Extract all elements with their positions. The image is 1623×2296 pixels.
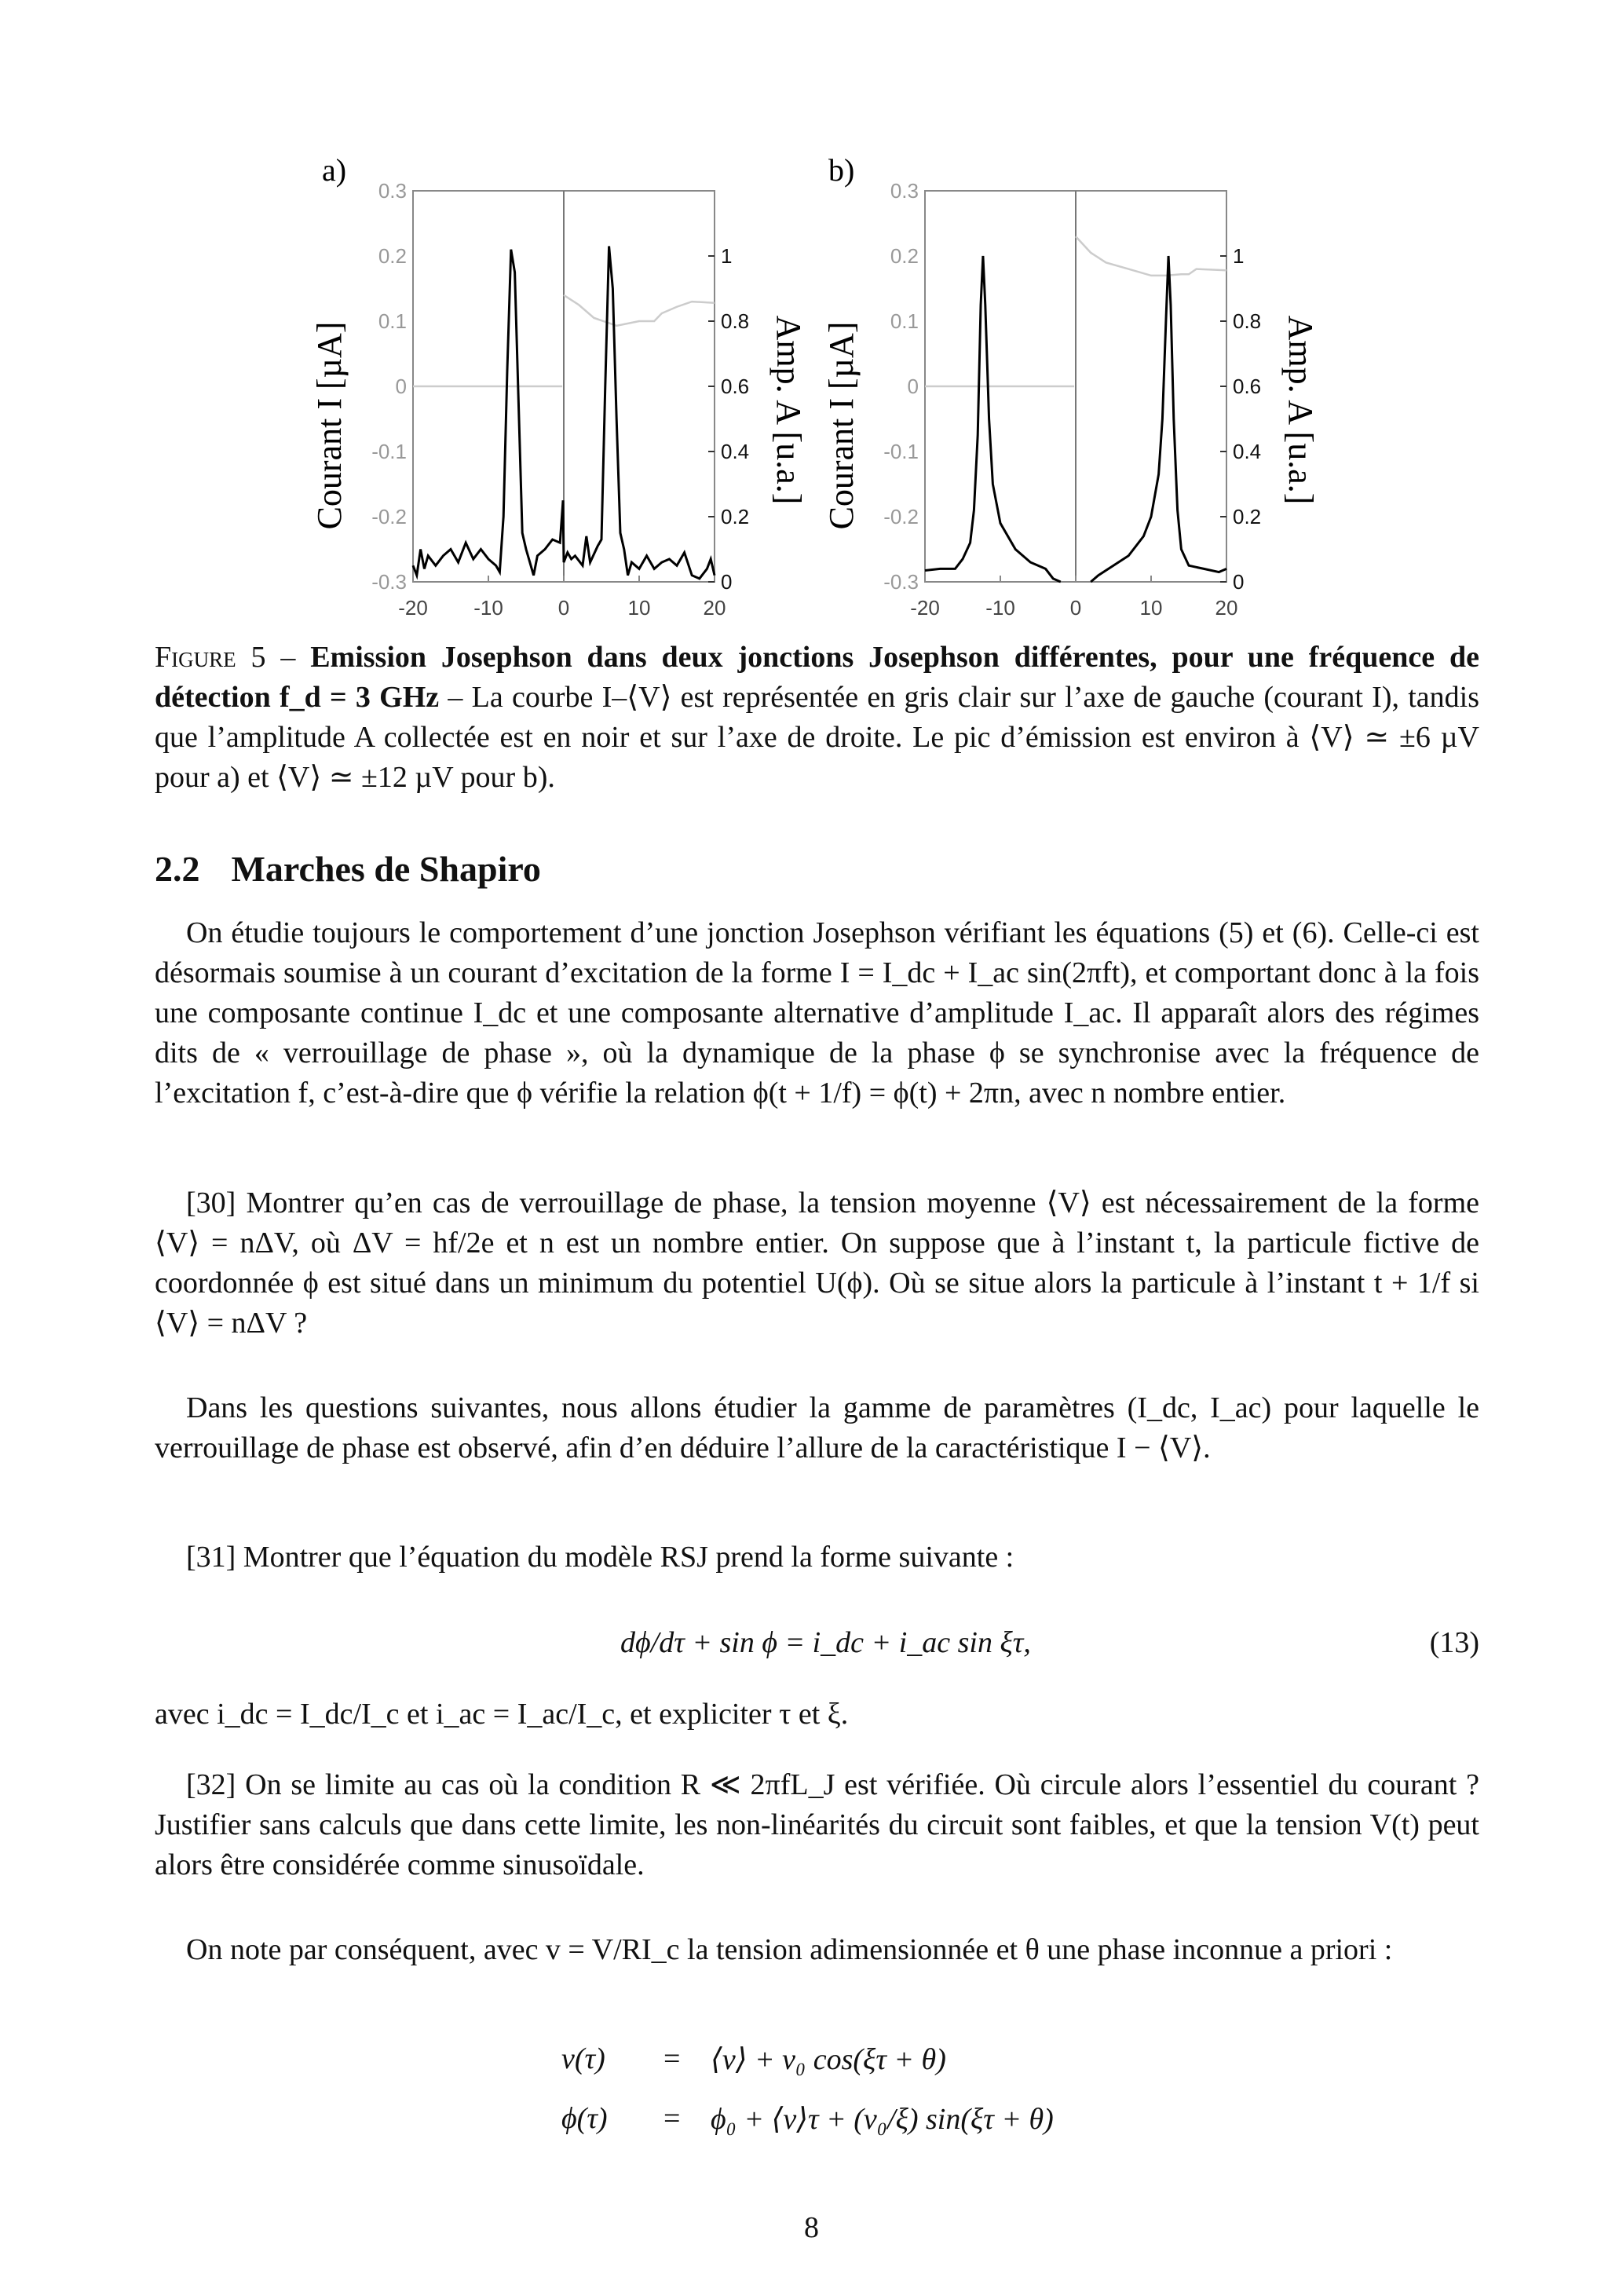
series-amplitude [925, 256, 1061, 582]
y-axis-label-right: Amp. A [u.a.] [769, 315, 808, 505]
y-axis-label-right: Amp. A [u.a.] [1281, 315, 1320, 505]
y-tick-label-left: 0.2 [890, 244, 919, 268]
y-tick-label-right: 0.2 [1233, 505, 1262, 528]
y-tick-label-right: 0.4 [721, 440, 750, 463]
eq-phi-sign: = [663, 2102, 681, 2135]
y-axis-label-left: Courant I [µA] [310, 321, 349, 530]
y-tick-label-left: -0.3 [371, 570, 407, 594]
y-tick-label-left: 0 [395, 375, 407, 398]
y-tick-label-left: -0.3 [883, 570, 919, 594]
y-tick-label-left: 0.1 [378, 309, 407, 333]
equation-number: (13) [1429, 1626, 1479, 1659]
y-tick-label-left: 0.3 [378, 179, 407, 203]
section-heading [155, 848, 572, 890]
eq-phi-rhs: ϕ₀ + ⟨v⟩τ + (v₀/ξ) sin(ξτ + θ) [711, 2103, 1054, 2136]
paragraph-avec: avec i_dc = I_dc/I_c et i_ac = I_ac/I_c, et expliciter τ et ξ. [155, 1698, 849, 1731]
page-number: 8 [804, 2211, 819, 2244]
figure-caption [155, 638, 1479, 798]
paragraph-intro: On étudie toujours le comportement d’une jonction Josephson vérifiant les équations (5) et (6). Celle-ci est désormais soumise à un courant d’excitation de la forme I = I_dc + I_ac sin(2πft), et comportant donc à la fois une composante continue I_dc et une composante alternative d’amplitude I_ac. Il apparaît alors des régimes dits de « verrouillage de phase », où la dynamique de la phase ϕ se synchronise avec la fréquence de l’excitation f, c’est-à-dire que ϕ vérifie la relation ϕ(t + 1/f) = ϕ(t) + 2πn, avec n nombre entier. [155, 916, 1479, 1110]
x-tick-label: 20 [1215, 596, 1238, 620]
x-tick-label: -10 [985, 596, 1015, 620]
section-title: Marches de Shapiro [231, 849, 541, 889]
y-axis-label-left: Courant I [µA] [822, 321, 861, 530]
x-tick-label: -20 [398, 596, 428, 620]
y-tick-label-left: -0.2 [371, 505, 407, 528]
panel-label: a) [322, 152, 347, 188]
paragraph-on-note: On note par conséquent, avec v = V/RI_c la tension adimensionnée et θ une phase inconnue a priori : [186, 1933, 1393, 1966]
y-tick-label-left: -0.2 [883, 505, 919, 528]
y-tick-label-left: -0.1 [883, 440, 919, 463]
section-number: 2.2 [155, 849, 200, 889]
figure-5 [0, 0, 1623, 628]
y-tick-label-right: 1 [721, 244, 733, 268]
x-tick-label: -20 [910, 596, 940, 620]
x-tick-label: 0 [1069, 596, 1082, 620]
equation-13: dϕ/dτ + sin ϕ = i_dc + i_ac sin ξτ, [620, 1626, 1031, 1659]
caption-label: Figure 5 – [155, 641, 311, 674]
x-tick-label: -10 [473, 596, 503, 620]
y-tick-label-right: 0.6 [1233, 375, 1262, 398]
caption-bold: Emission Josephson dans deux jonctions Josephson différentes, pour une fréquence de détection f_d = 3 GHz [155, 641, 1480, 714]
y-tick-label-right: 0.4 [1233, 440, 1262, 463]
y-tick-label-right: 0 [1233, 570, 1245, 594]
paragraph-parameters: Dans les questions suivantes, nous allons étudier la gamme de paramètres (I_dc, I_ac) pour laquelle le verrouillage de phase est observé, afin d’en déduire l’allure de la caractéristique I − ⟨V⟩. [155, 1391, 1479, 1464]
x-tick-label: 0 [557, 596, 570, 620]
y-tick-label-right: 1 [1233, 244, 1245, 268]
eq-v-sign: = [663, 2042, 681, 2075]
series-iv-curve [1076, 236, 1226, 276]
question-30: [30] Montrer qu’en cas de verrouillage de phase, la tension moyenne ⟨V⟩ est nécessairement de la forme ⟨V⟩ = nΔV, où ΔV = hf/2e et n est un nombre entier. On suppose que à l’instant t, la particule fictive de coordonnée ϕ est situé dans un minimum du potentiel U(ϕ). Où se situe alors la particule à l’instant t + 1/f si ⟨V⟩ = nΔV ? [155, 1186, 1479, 1340]
x-tick-label: 10 [627, 596, 651, 620]
y-tick-label-right: 0.8 [1233, 309, 1262, 333]
series-iv-curve [564, 295, 715, 326]
x-tick-label: 10 [1139, 596, 1163, 620]
panel-label: b) [828, 152, 855, 188]
x-tick-label: 20 [703, 596, 726, 620]
y-tick-label-left: 0 [907, 375, 919, 398]
y-tick-label-left: 0.1 [890, 309, 919, 333]
y-tick-label-right: 0.8 [721, 309, 750, 333]
eq-phi-lhs: ϕ(τ) [561, 2102, 608, 2135]
y-tick-label-left: -0.1 [371, 440, 407, 463]
question-31: [31] Montrer que l’équation du modèle RSJ prend la forme suivante : [186, 1541, 1014, 1574]
y-tick-label-right: 0.2 [721, 505, 750, 528]
y-tick-label-left: 0.2 [378, 244, 407, 268]
y-tick-label-left: 0.3 [890, 179, 919, 203]
y-tick-label-right: 0 [721, 570, 733, 594]
series-amplitude [1091, 256, 1226, 582]
caption-text: – La courbe I–⟨V⟩ est représentée en gris clair sur l’axe de gauche (courant I), tandis que l’amplitude A collectée est en noir et sur l’axe de droite. Le pic d’émission est environ à ⟨V⟩ ≃ ±6 µV pour a) et ⟨V⟩ ≃ ±12 µV pour b). [155, 681, 1480, 794]
eq-v-rhs: ⟨v⟩ + v₀ cos(ξτ + θ) [711, 2043, 946, 2076]
y-tick-label-right: 0.6 [721, 375, 750, 398]
eq-v-lhs: v(τ) [561, 2042, 605, 2075]
question-32: [32] On se limite au cas où la condition R ≪ 2πfL_J est vérifiée. Où circule alors l’essentiel du courant ? Justifier sans calculs que dans cette limite, les non-linéarités du circuit sont faibles, et que la tension V(t) peut alors être considérée comme sinusoïdale. [155, 1768, 1479, 1881]
